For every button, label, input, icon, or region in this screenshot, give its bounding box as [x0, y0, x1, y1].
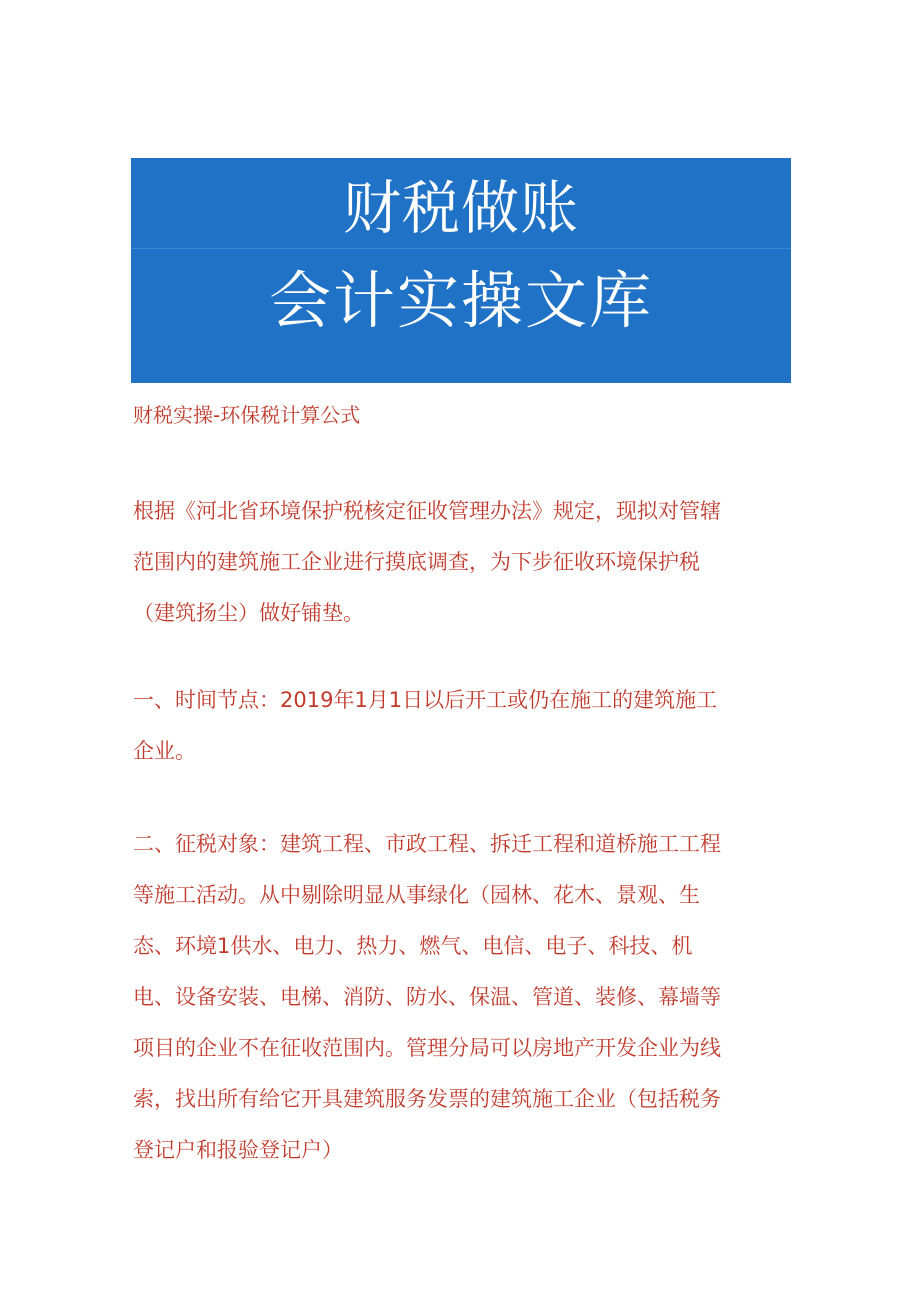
document-subtitle: 财税实操-环保税计算公式 [133, 403, 361, 427]
paragraph-line: 等施工活动。从中剔除明显从事绿化（园林、花木、景观、生 [133, 883, 700, 907]
paragraph-line: 项目的企业不在征收范围内。管理分局可以房地产开发企业为线 [133, 1036, 721, 1060]
paragraph-time-node [133, 675, 793, 777]
paragraph-line: 企业。 [133, 739, 196, 763]
banner-divider [131, 248, 791, 249]
paragraph-line: （建筑扬尘）做好铺垫。 [133, 601, 364, 625]
paragraph-line: 根据《河北省环境保护税核定征收管理办法》规定，现拟对管辖 [133, 499, 721, 523]
paragraph-line: 态、环境1供水、电力、热力、燃气、电信、电子、科技、机 [133, 934, 693, 958]
paragraph-line: 二、征税对象：建筑工程、市政工程、拆迁工程和道桥施工工程 [133, 832, 721, 856]
paragraph-line: 电、设备安装、电梯、消防、防水、保温、管道、装修、幕墙等 [133, 985, 721, 1009]
title-banner [131, 158, 791, 383]
paragraph-line: 一、时间节点：2019年1月1日以后开工或仍在施工的建筑施工 [133, 688, 718, 712]
paragraph-line: 登记户和报验登记户） [133, 1138, 343, 1162]
banner-title-line-2: 会计实操文库 [268, 264, 653, 337]
banner-title-line-1: 财税做账 [342, 174, 579, 242]
paragraph-line: 范围内的建筑施工企业进行摸底调查，为下步征收环境保护税 [133, 550, 700, 574]
paragraph-line: 索，找出所有给它开具建筑服务发票的建筑施工企业（包括税务 [133, 1087, 721, 1111]
paragraph-tax-object [133, 819, 793, 1176]
paragraph-intro [133, 486, 793, 639]
